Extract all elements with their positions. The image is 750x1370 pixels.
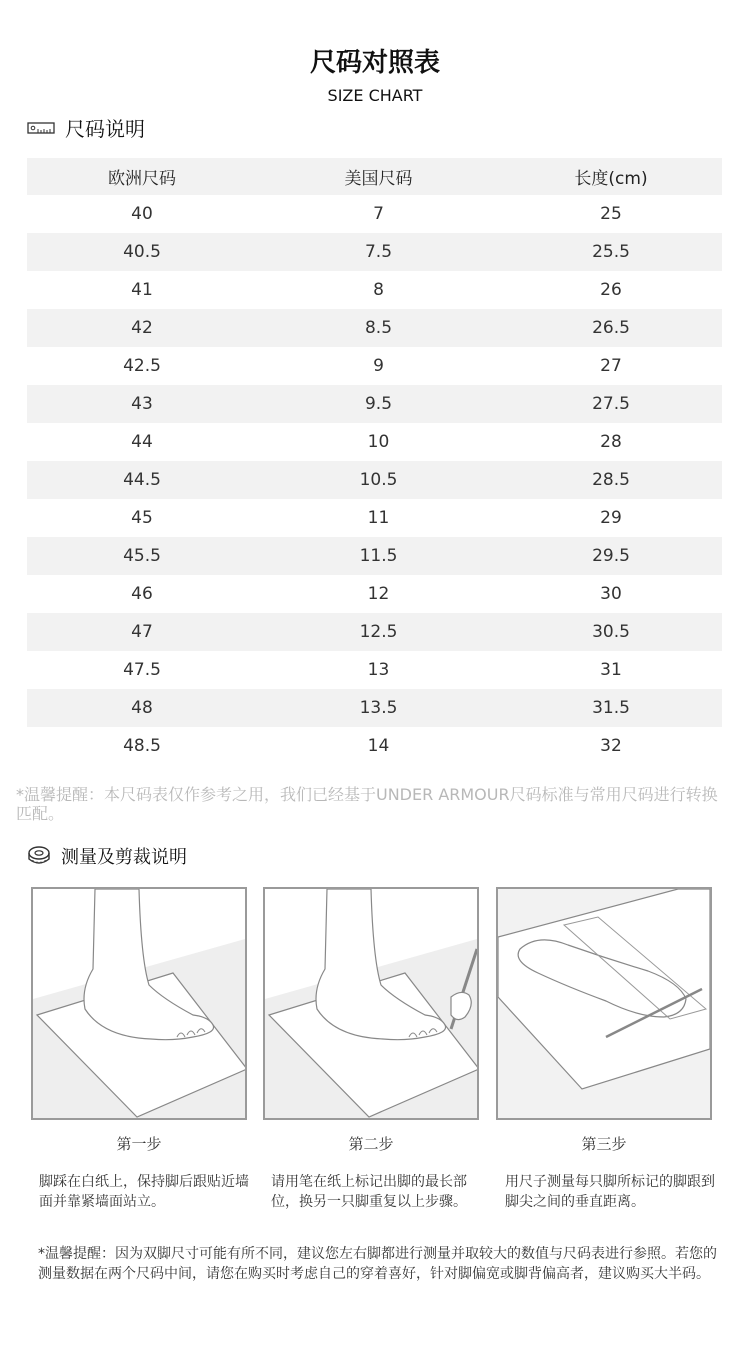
table-row [27, 309, 722, 347]
eu-size-cell: 43 [131, 394, 153, 414]
length-cell: 28.5 [592, 470, 630, 490]
size-notice: *温馨提醒：本尺码表仅作参考之用，我们已经基于UNDER ARMOUR尺码标准与常用尺码进行转换匹配。 [16, 785, 718, 823]
ruler-icon [27, 121, 55, 135]
measure-section-title: 测量及剪裁说明 [61, 847, 187, 868]
length-cell: 27.5 [592, 394, 630, 414]
length-cell: 25.5 [592, 242, 630, 262]
table-row [27, 613, 722, 651]
step1-description: 脚踩在白纸上，保持脚后跟贴近墙面并靠紧墙面站立。 [39, 1174, 249, 1210]
length-cell: 30.5 [592, 622, 630, 642]
length-cell: 30 [600, 584, 622, 604]
eu-size-cell: 40 [131, 204, 153, 224]
length-cell: 26.5 [592, 318, 630, 338]
eu-size-cell: 44.5 [123, 470, 161, 490]
eu-size-cell: 44 [131, 432, 153, 452]
length-cell: 29.5 [592, 546, 630, 566]
us-size-cell: 10.5 [359, 470, 398, 490]
length-cell: 28 [600, 432, 622, 452]
size-section-heading [27, 113, 145, 142]
eu-size-cell: 40.5 [123, 242, 161, 262]
page-title: 尺码对照表 [309, 48, 440, 78]
eu-size-cell: 48.5 [123, 736, 161, 756]
us-size-cell: 8.5 [364, 318, 393, 338]
eu-size-cell: 41 [131, 280, 153, 300]
measure-notice: *温馨提醒：因为双脚尺寸可能有所不同，建议您左右脚都进行测量并取较大的数值与尺码表进行参照。若您的测量数据在两个尺码中间，请您在购买时考虑自己的穿着喜好，针对脚偏宽或脚背偏高者，建议购买大半码。 [38, 1246, 717, 1282]
step1-label: 第一步 [116, 1135, 162, 1153]
table-row [27, 385, 722, 423]
length-cell: 31 [600, 660, 622, 680]
table-row [27, 423, 722, 461]
table-row [27, 499, 722, 537]
us-size-cell: 10 [367, 432, 390, 452]
length-cell: 32 [600, 736, 622, 756]
us-size-cell: 7.5 [364, 242, 393, 262]
us-size-cell: 14 [367, 736, 390, 756]
table-row [27, 461, 722, 499]
table-row [27, 651, 722, 689]
us-size-cell: 13 [367, 660, 390, 680]
size-table [27, 158, 722, 765]
step3-label: 第三步 [581, 1135, 627, 1153]
us-size-cell: 8 [373, 280, 384, 300]
us-size-cell: 9.5 [364, 394, 393, 414]
column-header-us: 美国尺码 [344, 169, 413, 189]
table-row [27, 347, 722, 385]
length-cell: 27 [600, 356, 622, 376]
size-section-title: 尺码说明 [65, 117, 145, 141]
table-row [27, 575, 722, 613]
us-size-cell: 9 [373, 356, 384, 376]
eu-size-cell: 48 [131, 698, 153, 718]
table-header [27, 158, 722, 195]
step2-description: 请用笔在纸上标记出脚的最长部位，换另一只脚重复以上步骤。 [271, 1174, 467, 1210]
us-size-cell: 11 [367, 508, 390, 528]
eu-size-cell: 45.5 [123, 546, 161, 566]
step1-illustration [31, 887, 247, 1120]
column-header-length: 长度(cm) [574, 169, 648, 189]
table-row [27, 727, 722, 765]
step3-description: 用尺子测量每只脚所标记的脚跟到脚尖之间的垂直距离。 [505, 1174, 715, 1210]
table-row [27, 689, 722, 727]
table-row [27, 271, 722, 309]
length-cell: 31.5 [592, 698, 630, 718]
length-cell: 25 [600, 204, 622, 224]
us-size-cell: 13.5 [359, 698, 398, 718]
table-row [27, 537, 722, 575]
us-size-cell: 7 [373, 204, 384, 224]
page-subtitle: SIZE CHART [327, 86, 423, 105]
step2-illustration [263, 887, 479, 1120]
eu-size-cell: 46 [131, 584, 153, 604]
measure-section-heading [27, 843, 187, 869]
eu-size-cell: 47.5 [123, 660, 161, 680]
eu-size-cell: 42.5 [123, 356, 161, 376]
length-cell: 26 [600, 280, 622, 300]
eu-size-cell: 42 [131, 318, 153, 338]
us-size-cell: 12 [367, 584, 390, 604]
column-header-eu: 欧洲尺码 [108, 169, 176, 189]
table-row [27, 233, 722, 271]
step2-label: 第二步 [348, 1135, 394, 1153]
table-row [27, 195, 722, 233]
tape-measure-icon [27, 845, 51, 867]
eu-size-cell: 45 [131, 508, 153, 528]
us-size-cell: 11.5 [359, 546, 398, 566]
us-size-cell: 12.5 [359, 622, 398, 642]
eu-size-cell: 47 [131, 622, 153, 642]
step3-illustration [496, 887, 712, 1120]
length-cell: 29 [600, 508, 622, 528]
